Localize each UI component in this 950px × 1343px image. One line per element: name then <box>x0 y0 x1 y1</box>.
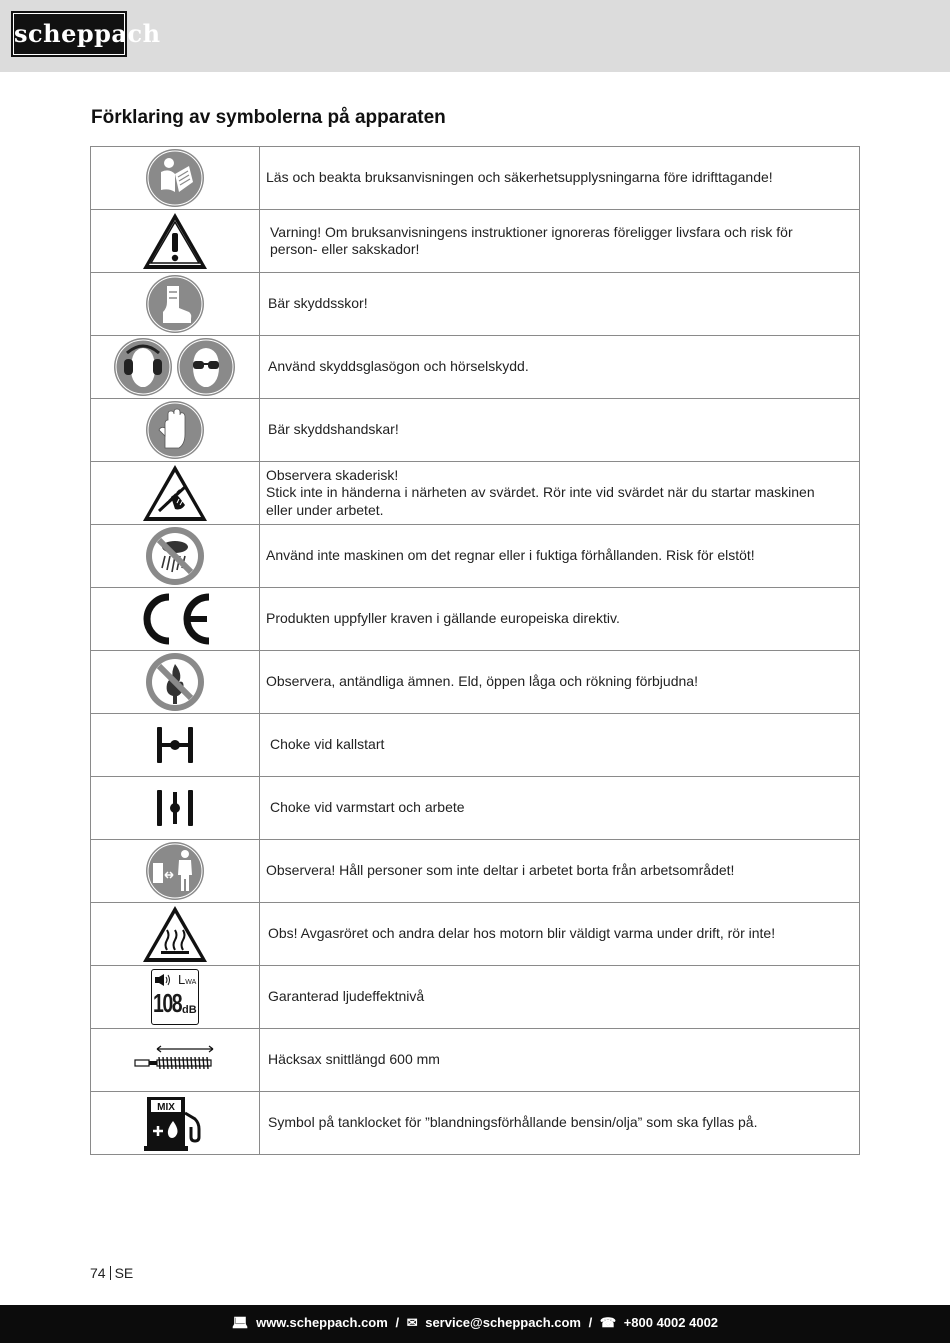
choke-cold-icon <box>153 723 197 767</box>
row-text <box>260 840 860 903</box>
table-row <box>91 714 860 777</box>
hot-surface-icon <box>141 904 209 964</box>
row-text <box>260 966 860 1029</box>
page-title: Förklaring av symbolerna på apparaten <box>91 107 446 128</box>
row-text-line: Stick inte in händerna i närheten av svärdet. Rör inte vid svärdet när du startar maskinen eller under arbetet. <box>266 484 815 518</box>
row-text <box>260 210 860 273</box>
table-row <box>91 966 860 1029</box>
table-row <box>91 147 860 210</box>
row-text-line: Observera skaderisk! <box>266 466 399 483</box>
table-row <box>91 462 860 525</box>
no-rain-icon <box>145 526 205 586</box>
row-text-line: Choke vid kallstart <box>270 736 385 753</box>
icon-cell <box>91 840 260 903</box>
hand-injury-warning-icon <box>141 463 209 523</box>
table-row <box>91 903 860 966</box>
icon-cell <box>91 399 260 462</box>
gloves-icon <box>145 400 205 460</box>
page-label <box>90 1265 133 1281</box>
lwa-label: LWA <box>178 972 197 987</box>
table-row <box>91 588 860 651</box>
sound-unit: dB <box>182 1004 197 1016</box>
row-text <box>260 651 860 714</box>
table-row <box>91 777 860 840</box>
phone-number: +800 4002 4002 <box>623 1315 719 1330</box>
row-text <box>260 777 860 840</box>
icon-cell <box>91 651 260 714</box>
table-row <box>91 1092 860 1155</box>
fuel-mix-icon <box>143 1093 207 1153</box>
icon-cell <box>91 903 260 966</box>
table-row <box>91 840 860 903</box>
icon-cell <box>91 588 260 651</box>
table-row <box>91 651 860 714</box>
footer-bar <box>0 1305 950 1343</box>
row-text <box>260 714 860 777</box>
row-text-line: Häcksax snittlängd 600 mm <box>268 1051 440 1068</box>
table-row <box>91 336 860 399</box>
ear-eye-protection-icon <box>113 337 237 397</box>
icon-cell <box>91 714 260 777</box>
choke-warm-icon <box>153 786 197 830</box>
row-text-line: Symbol på tanklocket för ”blandningsförhållande bensin/olja” som ska fyllas på. <box>268 1114 758 1131</box>
table-row <box>91 525 860 588</box>
icon-cell <box>91 147 260 210</box>
row-text-line: Bär skyddsskor! <box>268 295 368 312</box>
scheppach-logo: scheppach <box>13 13 125 55</box>
icon-cell <box>91 336 260 399</box>
row-text-line: Choke vid varmstart och arbete <box>270 799 465 816</box>
row-text-line: Läs och beakta bruksanvisningen och säkerhetsupplysningarna före idrifttagande! <box>266 169 773 186</box>
laptop-icon: 💻︎ <box>231 1315 249 1330</box>
symbol-table <box>90 146 860 1155</box>
ce-mark-icon <box>135 589 215 649</box>
row-text <box>260 588 860 651</box>
row-text <box>260 903 860 966</box>
table-row <box>91 273 860 336</box>
email-link[interactable]: service@scheppach.com <box>425 1315 581 1330</box>
table-row <box>91 1029 860 1092</box>
row-text-line: Observera, antändliga ämnen. Eld, öppen låga och rökning förbjudna! <box>266 673 698 690</box>
row-text <box>260 525 860 588</box>
row-text-line: Obs! Avgasröret och andra delar hos motorn blir väldigt varma under drift, rör inte! <box>268 925 776 942</box>
icon-cell <box>91 525 260 588</box>
row-text-line: Produkten uppfyller kraven i gällande europeiska direktiv. <box>266 610 620 627</box>
row-text <box>260 1029 860 1092</box>
speaker-icon <box>154 973 172 987</box>
phone-icon: ☎ <box>599 1315 617 1330</box>
row-text-line: Bär skyddshandskar! <box>268 421 399 438</box>
icon-cell <box>91 273 260 336</box>
fuel-mix-text: MIX <box>157 1102 175 1113</box>
safety-boots-icon <box>145 274 205 334</box>
website-link[interactable]: www.scheppach.com <box>256 1315 388 1330</box>
page-label-divider <box>110 1266 111 1280</box>
icon-cell <box>91 1029 260 1092</box>
row-text <box>260 273 860 336</box>
row-text <box>260 399 860 462</box>
mail-icon: ✉ <box>406 1315 418 1330</box>
table-row <box>91 210 860 273</box>
row-text-line: Garanterad ljudeffektnivå <box>268 988 425 1005</box>
cutting-length-icon <box>133 1043 217 1077</box>
row-text-line: Använd inte maskinen om det regnar eller i fuktiga förhållanden. Risk för elstöt! <box>266 547 755 564</box>
icon-cell <box>91 462 260 525</box>
no-fire-icon <box>145 652 205 712</box>
footer-separator: / <box>588 1315 593 1330</box>
read-manual-icon <box>145 148 205 208</box>
keep-distance-icon <box>145 841 205 901</box>
row-text-line: Observera! Håll personer som inte deltar i arbetet borta från arbetsområdet! <box>266 862 735 879</box>
row-text <box>260 147 860 210</box>
warning-triangle-icon <box>141 211 209 271</box>
row-text-line: Varning! Om bruksanvisningens instruktioner ignoreras föreligger livsfara och risk för person- eller sakskador! <box>270 223 793 257</box>
icon-cell <box>91 777 260 840</box>
icon-cell <box>91 966 260 1029</box>
sound-level-icon <box>151 969 199 1025</box>
language-code: SE <box>114 1265 134 1281</box>
row-text-line: Använd skyddsglasögon och hörselskydd. <box>268 358 529 375</box>
row-text <box>260 1092 860 1155</box>
sound-value: 108 <box>153 988 182 1018</box>
icon-cell <box>91 1092 260 1155</box>
page-number: 74 <box>90 1265 106 1281</box>
footer-separator: / <box>395 1315 400 1330</box>
table-row <box>91 399 860 462</box>
icon-cell <box>91 210 260 273</box>
row-text <box>260 462 860 525</box>
row-text <box>260 336 860 399</box>
